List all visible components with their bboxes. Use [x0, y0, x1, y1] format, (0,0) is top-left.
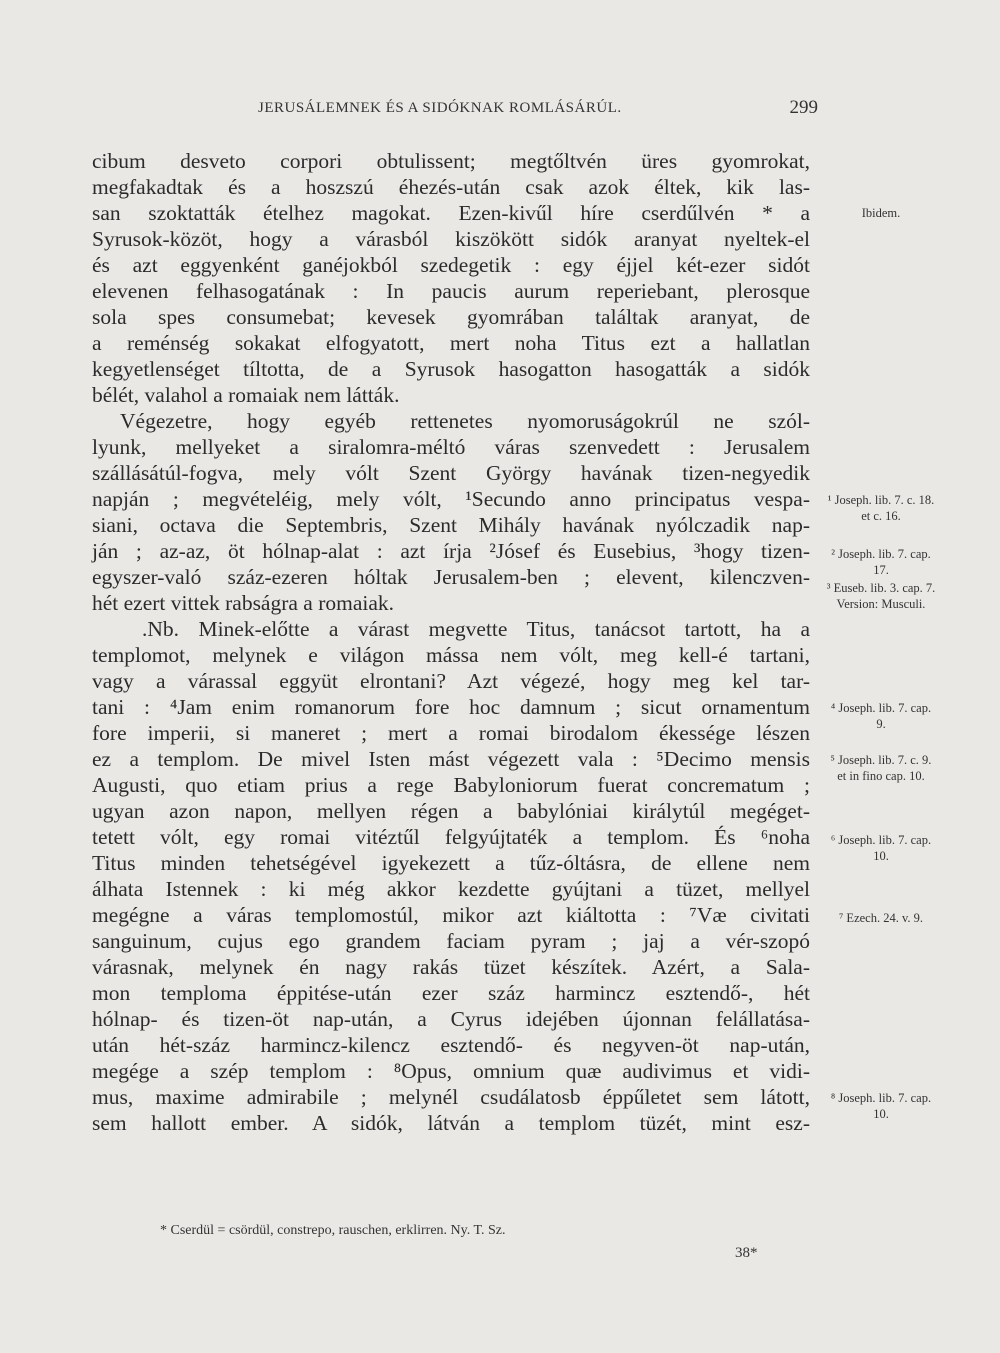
body-line: álhata Istennek : ki még akkor kezdette gyújtani a tüzet, mellyel — [92, 877, 810, 901]
margin-note: ⁴ Joseph. lib. 7. cap. 9. — [830, 701, 932, 731]
body-line: cibum desveto corpori obtulissent; megtőltvén üres gyomrokat, — [92, 149, 810, 173]
body-line: megége a szép templom : ⁸Opus, omnium quæ audivimus et vidi- — [92, 1059, 810, 1083]
body-line: után hét-száz harmincz-kilencz esztendő- és negyven-öt nap-után, — [92, 1033, 810, 1057]
body-line: sanguinum, cujus ego grandem faciam pyram ; jaj a vér-szopó — [92, 929, 810, 953]
body-line: elevenen felhasogatának : In paucis aurum reperiebant, plerosque — [92, 279, 810, 303]
body-line: vagy a várassal eggyüt elrontani? Azt végezé, hogy meg kel tar- — [92, 669, 810, 693]
margin-note: Ibidem. — [861, 206, 901, 220]
body-line: ez a templom. De mivel Isten mást végezett vala : ⁵Decimo mensis — [92, 747, 810, 771]
body-line: ján ; az-az, öt hólnap-alat : azt írja ²Jósef és Eusebius, ³hogy tizen- — [92, 539, 810, 563]
body-line: ugyan azon napon, mellyen régen a babylóniai királytúl megéget- — [92, 799, 810, 823]
body-line: Augusti, quo etiam prius a rege Babyloniorum fuerat concrematum ; — [92, 773, 810, 797]
margin-note: ⁷ Ezech. 24. v. 9. — [838, 911, 924, 925]
body-line: Végezetre, hogy egyéb rettenetes nyomoruságokrúl ne szól- — [120, 409, 810, 433]
margin-note: ³ Euseb. lib. 3. cap. 7. Version: Musculi. — [826, 581, 936, 611]
body-line: megfakadtak és a hoszszú éhezés-után csak azok éltek, kik las- — [92, 175, 810, 199]
body-line: sola spes consumebat; kevesek gyomrában találtak aranyat, de — [92, 305, 810, 329]
body-line: bélét, valahol a romaiak nem látták. — [92, 383, 400, 407]
margin-note: ² Joseph. lib. 7. cap. 17. — [831, 547, 931, 577]
margin-note: ⁸ Joseph. lib. 7. cap. 10. — [830, 1091, 932, 1121]
body-line: mon temploma éppitése-után ezer száz harmincz esztendő-, hét — [92, 981, 810, 1005]
body-line: kegyetlenséget tíltotta, de a Syrusok hasogatton hasogatták a sidók — [92, 357, 810, 381]
signature-mark: 38* — [735, 1245, 758, 1261]
running-header — [258, 97, 818, 118]
body-line: Syrusok-közöt, hogy a várasból kiszökött sidók aranyat nyeltek-el — [92, 227, 810, 251]
body-line: lyunk, mellyeket a siralomra-méltó váras szenvedett : Jerusalem — [92, 435, 810, 459]
body-line: hét ezert vittek rabságra a romaiak. — [92, 591, 395, 615]
body-line: hólnap- és tizen-öt nap-után, a Cyrus idejében újonnan felállatása- — [92, 1007, 810, 1031]
body-line: egyszer-való száz-ezeren hóltak Jerusalem-ben ; elevent, kilenczven- — [92, 565, 810, 589]
body-line: .Nb. Minek-előtte a várast megvette Titus, tanácsot tartott, ha a — [142, 617, 810, 641]
body-line: siani, octava die Septembris, Szent Mihály havának nyólczadik nap- — [92, 513, 810, 537]
footnote: * Cserdül = csördül, constrepo, rauschen, erklirren. Ny. T. Sz. — [160, 1223, 506, 1238]
body-line: mus, maxime admirabile ; melynél csudálatosb éppűletet sem látott, — [92, 1085, 810, 1109]
body-line: fore imperii, si maneret ; mert a romai birodalom ékessége lészen — [92, 721, 810, 745]
body-line: templomot, melynek e világon mássa nem vólt, meg kell-é tartani, — [92, 643, 810, 667]
margin-note: ⁶ Joseph. lib. 7. cap. 10. — [830, 833, 932, 863]
body-line: szállásátúl-fogva, mely vólt Szent György havának tizen-negyedik — [92, 461, 810, 485]
body-line: és azt eggyenként ganéjokból szedegetik : egy éjjel két-ezer sidót — [92, 253, 810, 277]
body-line: megégne a váras templomostúl, mikor azt kiáltotta : ⁷Væ civitati — [92, 903, 810, 927]
body-line: várasnak, melynek én nagy rakás tüzet készítek. Azért, a Sala- — [92, 955, 810, 979]
body-line: napján ; megvételéig, mely vólt, ¹Secundo anno principatus vespa- — [92, 487, 810, 511]
body-line: san szoktatták ételhez magokat. Ezen-kivűl híre cserdűlvén * a — [92, 201, 810, 225]
body-line: tani : ⁴Jam enim romanorum fore hoc damnum ; sicut ornamentum — [92, 695, 810, 719]
body-line: Titus minden tehetségével igyekezett a tűz-óltásra, de ellene nem — [92, 851, 810, 875]
body-line: sem hallott ember. A sidók, látván a templom tüzét, mint esz- — [92, 1111, 810, 1135]
body-line: a reménség sokakat elfogyatott, mert noha Titus ezt a hallatlan — [92, 331, 810, 355]
body-line: tetett vólt, egy romai vitéztűl felgyújtaték a templom. És ⁶noha — [92, 825, 810, 849]
margin-note: ⁵ Joseph. lib. 7. c. 9. et in fino cap. 10. — [830, 753, 932, 783]
page-number: 299 — [789, 97, 818, 118]
running-title: JERUSÁLEMNEK ÉS A SIDÓKNAK ROMLÁSÁRÚL. — [258, 100, 622, 116]
margin-note: ¹ Joseph. lib. 7. c. 18. et c. 16. — [827, 493, 935, 523]
